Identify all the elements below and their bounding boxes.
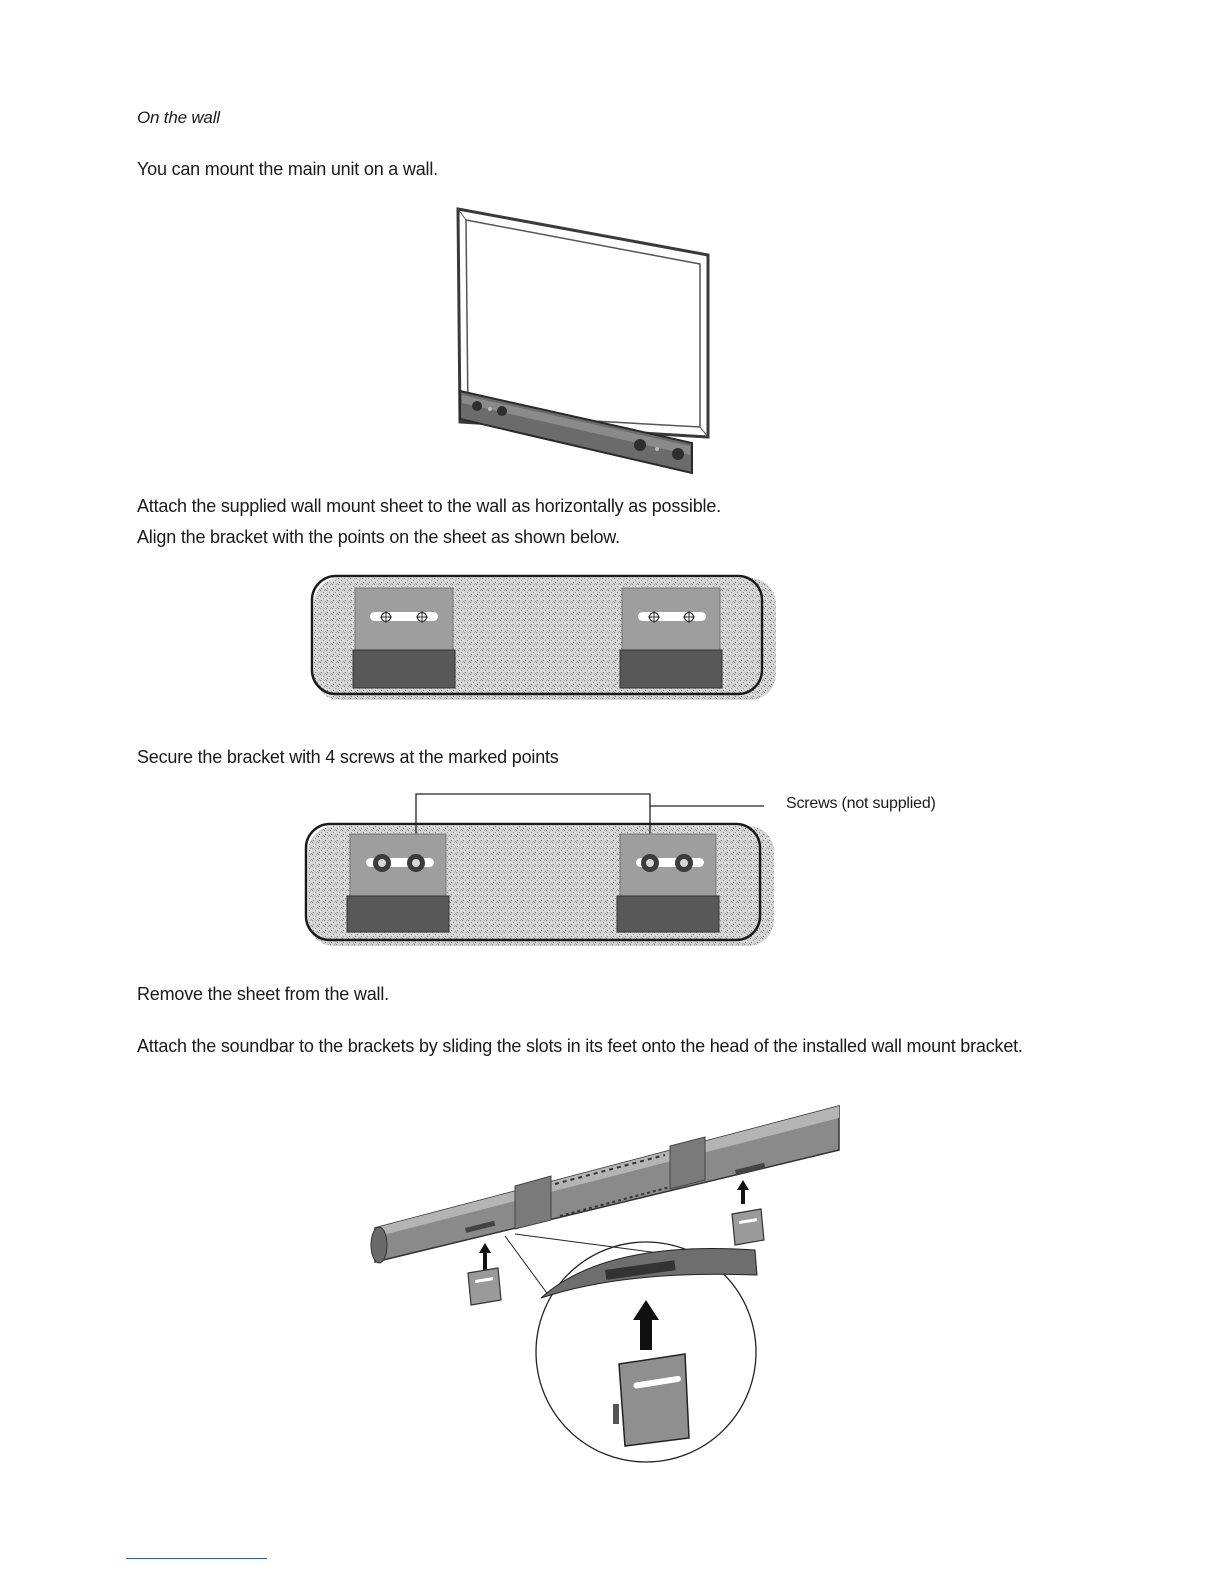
screws-label: Screws (not supplied) (786, 795, 936, 812)
soundbar-attach-illustration (365, 1100, 845, 1465)
bracket-right-screwed-icon (617, 834, 719, 932)
sheet-align-illustration (308, 572, 782, 706)
bracket-foot-right-icon (732, 1209, 764, 1245)
bracket-left-icon (353, 588, 455, 688)
detail-magnifier-icon (505, 1234, 757, 1462)
soundbar-body-icon (371, 1106, 839, 1263)
paragraph-attach-sheet: Attach the supplied wall mount sheet to the wall as horizontally as possible. (137, 496, 721, 516)
section-heading: On the wall (137, 108, 220, 127)
bracket-foot-left-icon (468, 1268, 501, 1305)
paragraph-attach-soundbar: Attach the soundbar to the brackets by sliding the slots in its feet onto the head of the installed wall mount bracket. (137, 1036, 1023, 1056)
arrow-up-icon (479, 1243, 491, 1270)
bracket-left-screwed-icon (347, 834, 449, 932)
arrow-up-icon (737, 1180, 749, 1204)
paragraph-align-bracket: Align the bracket with the points on the sheet as shown below. (137, 527, 620, 547)
bracket-right-icon (620, 588, 722, 688)
paragraph-mount-intro: You can mount the main unit on a wall. (137, 159, 438, 179)
paragraph-remove-sheet: Remove the sheet from the wall. (137, 984, 389, 1004)
screws-illustration (300, 788, 780, 948)
footnote-separator (126, 1558, 267, 1559)
tv-with-soundbar-illustration (450, 205, 710, 480)
paragraph-secure-bracket: Secure the bracket with 4 screws at the marked points (137, 747, 559, 767)
